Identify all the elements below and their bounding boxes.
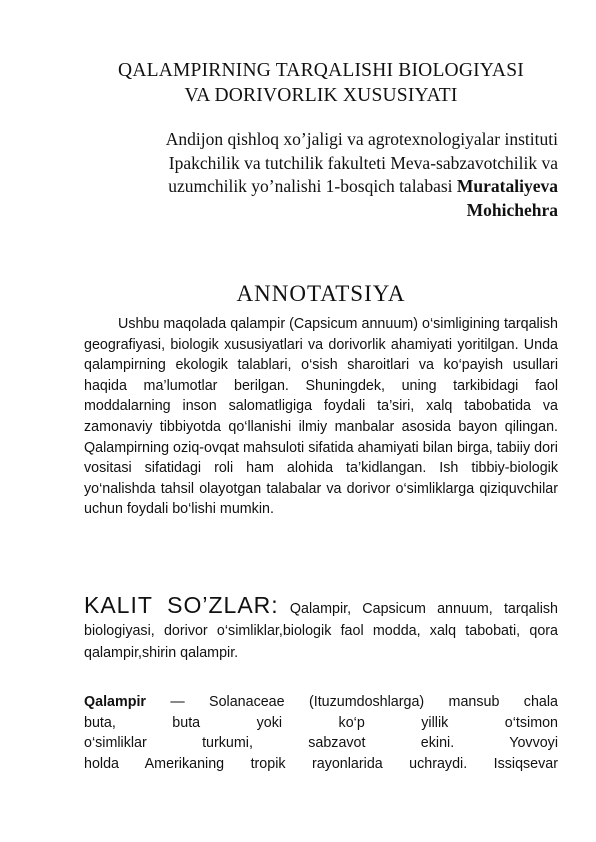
title-line-1: QALAMPIRNING TARQALISHI BIOLOGIYASI: [118, 60, 524, 81]
keywords-paragraph: [84, 594, 558, 664]
annotation-heading: ANNOTATSIYA: [236, 281, 406, 306]
author-first-name: Mohichehra: [466, 199, 558, 220]
affiliation-line-2: Ipakchilik va tutchilik fakulteti Meva-sabzavotchilik va: [168, 152, 558, 173]
keywords-list: Qalampir, Capsicum annuum, tarqalish biologiyasi, dorivor o‘simliklar,biologik faol modda, xalq tabobati, qora qalampir,shirin qalampir.: [84, 601, 558, 661]
body-line-2: buta, buta yoki ko‘p yillik o‘tsimon: [84, 714, 558, 731]
keywords-label: KALIT SO’ZLAR:: [84, 592, 279, 618]
body-line-3: o‘simliklar turkumi, sabzavot ekini. Yovvoyi: [84, 735, 558, 752]
article-title: [84, 58, 558, 108]
author-surname: Murataliyeva: [456, 176, 558, 196]
body-paragraph: [84, 692, 558, 774]
annotation-paragraph: Ushbu maqolada qalampir (Capsicum annuum) o‘simligining tarqalish geografiyasi, biologik xususiyatlari va dorivorlik ahamiyati yoritilgan. Unda qalampirning ekologik talablari, o‘sish sharoitlari va ko‘payish usullari haqida ma’lumotlar berilgan. Shuningdek, uning tarkibidagi faol moddalarning inson salomatligiga foydali ta’siri, xalq tabobatida va zamonaviy tibbiyotda qo‘llanishi ilmiy manbalar asosida bayon qilingan. Qalampirning oziq-ovqat mahsuloti sifatida ahamiyati bilan birga, tabiiy dori vositasi sifatidagi roli ham alohida ta’kidlangan. Ish tibbiy-biologik yo‘nalishda tahsil olayotgan talabalar va dorivor o‘simliklarga qiziquvchilar uchun foydali bo‘lishi mumkin.: [84, 316, 558, 518]
title-line-2: VA DORIVORLIK XUSUSIYATI: [184, 85, 458, 106]
affiliation-line-4: [84, 199, 558, 223]
author-affiliation: [84, 128, 558, 222]
body-line-1: Qalampir — Solanaceae (Ituzumdoshlarga) mansub chala: [84, 694, 558, 710]
affiliation-program: uzumchilik yo’nalishi 1-bosqich talabasi: [168, 176, 457, 196]
affiliation-line-1: Andijon qishloq xo’jaligi va agrotexnologiyalar instituti: [165, 129, 558, 149]
term-qalampir: Qalampir: [84, 694, 146, 710]
body-line-4: holda Amerikaning tropik rayonlarida uchraydi. Issiqsevar: [84, 755, 558, 772]
affiliation-line-3: [84, 175, 558, 199]
